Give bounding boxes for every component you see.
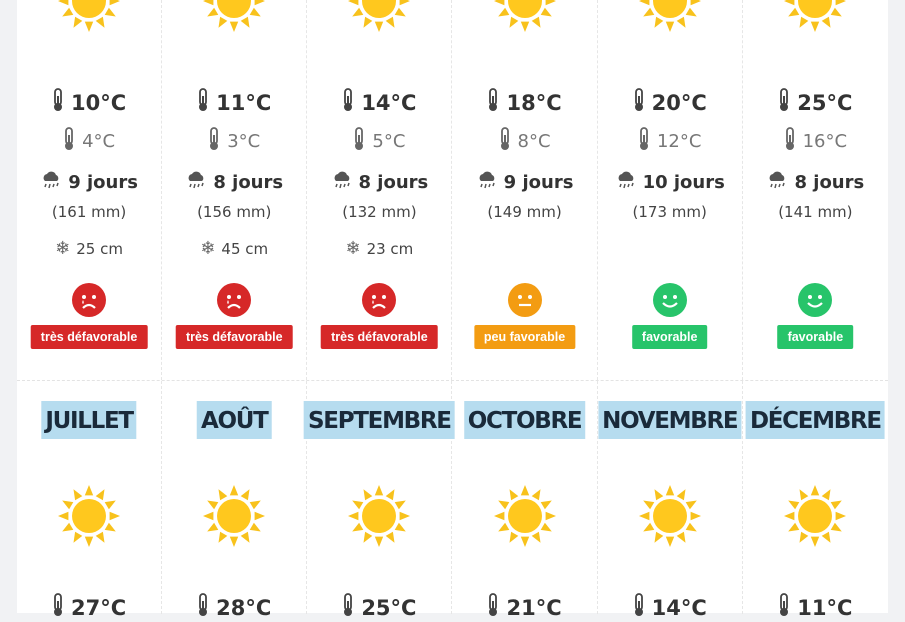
thermometer-icon <box>208 127 227 156</box>
month-column-5 <box>598 0 743 380</box>
thermometer-icon <box>499 127 518 156</box>
month-column-10 <box>452 381 597 620</box>
rating-face-icon <box>508 283 542 317</box>
months-row-jan-jun <box>17 0 888 380</box>
rating-face-icon <box>217 283 251 317</box>
max-temperature: 10°C <box>17 88 161 117</box>
max-temperature: 25°C <box>307 593 451 622</box>
rain-days: 10 jours <box>598 170 742 195</box>
max-temperature: 11°C <box>743 593 888 622</box>
rating-badge: très défavorable <box>31 325 148 349</box>
snow-depth: ❄ 23 cm <box>345 238 414 259</box>
rain-cloud-icon <box>40 170 68 195</box>
thermometer-icon <box>784 127 803 156</box>
month-title: JUILLET <box>41 401 136 439</box>
min-temperature: 12°C <box>598 127 742 156</box>
rating-badge: très défavorable <box>176 325 293 349</box>
rain-amount: (132 mm) <box>342 203 417 221</box>
thermometer-icon <box>487 88 506 117</box>
rating-badge: favorable <box>778 325 854 349</box>
snow-depth: ❄ 25 cm <box>55 238 123 259</box>
month-column-6 <box>743 0 888 380</box>
sun-icon <box>54 0 124 36</box>
sun-icon <box>199 0 269 36</box>
max-temperature: 21°C <box>452 593 596 622</box>
max-temperature: 25°C <box>743 88 888 117</box>
rain-amount: (156 mm) <box>197 203 272 221</box>
months-row-jul-dec <box>17 380 888 620</box>
thermometer-icon <box>63 127 82 156</box>
thermometer-icon <box>487 593 506 622</box>
thermometer-icon <box>633 88 652 117</box>
sun-icon <box>635 0 705 36</box>
thermometer-icon <box>353 127 372 156</box>
sun-icon <box>635 481 705 551</box>
rain-amount: (141 mm) <box>778 203 853 221</box>
thermometer-icon <box>52 593 71 622</box>
rating-face-icon <box>362 283 396 317</box>
min-temperature: 5°C <box>307 127 451 156</box>
min-temperature: 16°C <box>743 127 888 156</box>
month-column-12 <box>743 381 888 620</box>
sun-icon <box>780 481 850 551</box>
thermometer-icon <box>52 88 71 117</box>
month-column-7 <box>17 381 162 620</box>
rain-days: 9 jours <box>17 170 161 195</box>
thermometer-icon <box>197 88 216 117</box>
sun-icon <box>344 0 414 36</box>
rating-badge: très défavorable <box>321 325 438 349</box>
max-temperature: 18°C <box>452 88 596 117</box>
rain-amount: (173 mm) <box>632 203 707 221</box>
month-column-1 <box>17 0 162 380</box>
snowflake-icon: ❄ <box>345 238 361 259</box>
rain-days: 9 jours <box>452 170 596 195</box>
month-column-2 <box>162 0 307 380</box>
month-column-11 <box>598 381 743 620</box>
thermometer-icon <box>342 88 361 117</box>
rain-cloud-icon <box>331 170 359 195</box>
rain-amount: (161 mm) <box>51 203 127 221</box>
rain-days: 8 jours <box>162 170 306 195</box>
rain-days: 8 jours <box>743 170 888 195</box>
thermometer-icon <box>197 593 216 622</box>
thermometer-icon <box>638 127 657 156</box>
month-title: DÉCEMBRE <box>746 401 885 439</box>
rating-face-icon <box>798 283 832 317</box>
month-column-4 <box>452 0 597 380</box>
sun-icon <box>199 481 269 551</box>
month-column-9 <box>307 381 452 620</box>
month-title: NOVEMBRE <box>598 401 741 439</box>
max-temperature: 14°C <box>307 88 451 117</box>
rain-cloud-icon <box>476 170 504 195</box>
min-temperature: 8°C <box>452 127 596 156</box>
rain-cloud-icon <box>766 170 794 195</box>
rain-cloud-icon <box>185 170 213 195</box>
snowflake-icon: ❄ <box>55 238 71 259</box>
min-temperature: 4°C <box>17 127 161 156</box>
rating-face-icon <box>653 283 687 317</box>
thermometer-icon <box>342 593 361 622</box>
rating-face-icon <box>72 283 106 317</box>
sun-icon <box>490 0 560 36</box>
climate-panel <box>17 0 888 620</box>
max-temperature: 11°C <box>162 88 306 117</box>
rating-badge: favorable <box>632 325 708 349</box>
rain-amount: (149 mm) <box>487 203 562 221</box>
month-column-8 <box>162 381 307 620</box>
min-temperature: 3°C <box>162 127 306 156</box>
month-title: OCTOBRE <box>464 401 586 439</box>
rain-days: 8 jours <box>307 170 451 195</box>
max-temperature: 20°C <box>598 88 742 117</box>
thermometer-icon <box>778 593 797 622</box>
sun-icon <box>780 0 850 36</box>
max-temperature: 14°C <box>598 593 742 622</box>
month-column-3 <box>307 0 452 380</box>
sun-icon <box>344 481 414 551</box>
snow-depth: ❄ 45 cm <box>200 238 269 259</box>
max-temperature: 28°C <box>162 593 306 622</box>
month-title: AOÛT <box>197 401 272 439</box>
rating-badge: peu favorable <box>474 325 575 349</box>
thermometer-icon <box>778 88 797 117</box>
sun-icon <box>490 481 560 551</box>
sun-icon <box>54 481 124 551</box>
thermometer-icon <box>633 593 652 622</box>
max-temperature: 27°C <box>17 593 161 622</box>
snowflake-icon: ❄ <box>200 238 216 259</box>
rain-cloud-icon <box>615 170 643 195</box>
month-title: SEPTEMBRE <box>304 401 455 439</box>
